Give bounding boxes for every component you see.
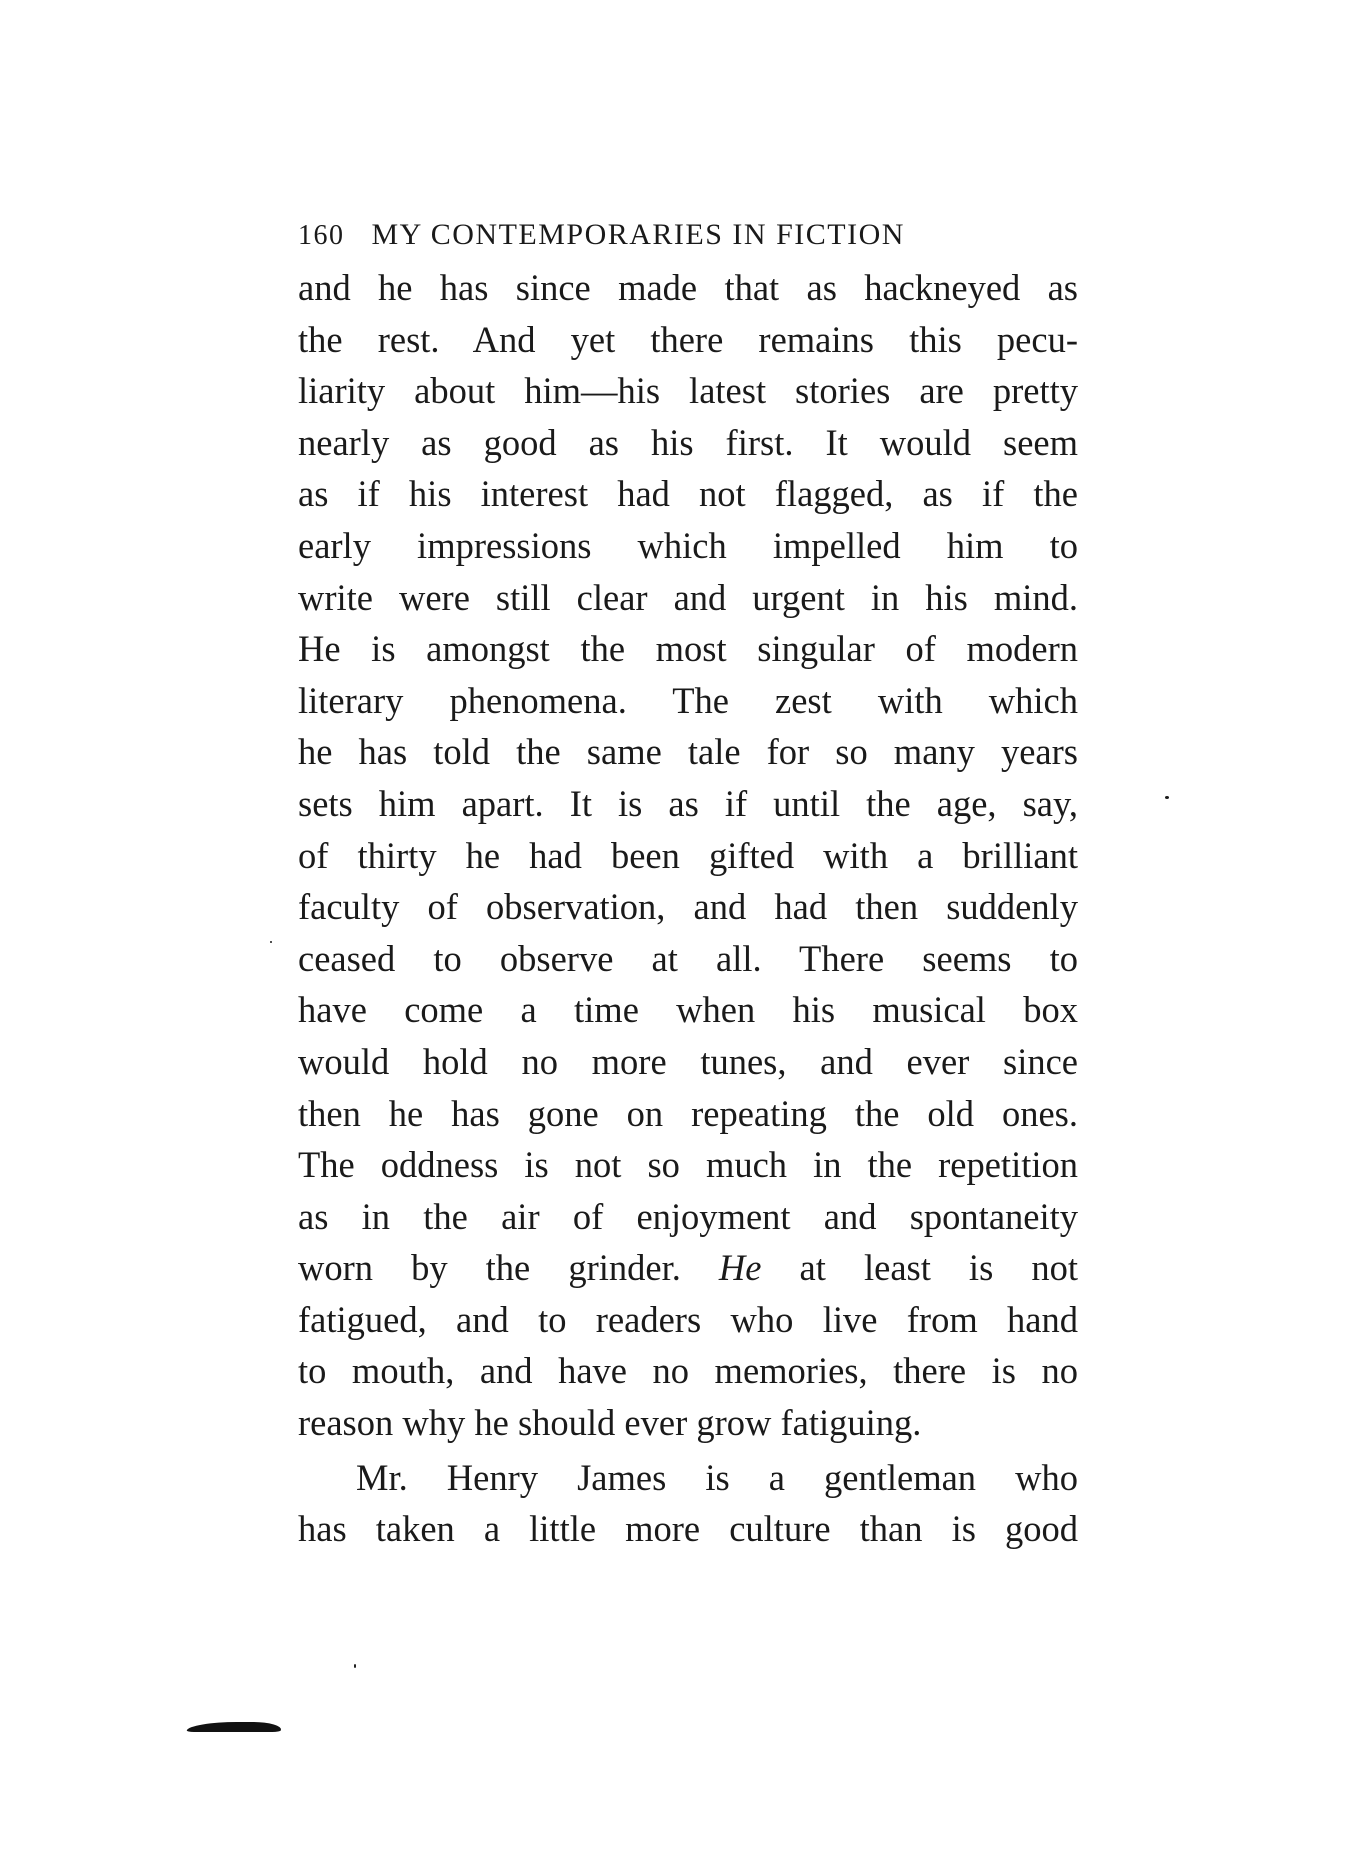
text-line: and he has since made that as hackneyed as	[298, 267, 1078, 308]
running-title: MY CONTEMPORARIES IN FICTION	[371, 218, 905, 251]
text-line: he has told the same tale for so many years	[298, 731, 1078, 773]
text-line: sets him apart. It is as if until the age, say,	[298, 782, 1078, 824]
text-line: to mouth, and have no memories, there is no	[298, 1350, 1078, 1392]
scan-speck	[1165, 796, 1169, 799]
text-line-with-italic	[298, 1242, 1078, 1294]
scan-speck	[270, 941, 272, 943]
text-line: would hold no more tunes, and ever since	[298, 1040, 1078, 1082]
text-line: nearly as good as his first. It would seem	[298, 421, 1078, 463]
text-line: the rest. And yet there remains this pecu-	[298, 318, 1078, 360]
italic-emphasis: He	[718, 1247, 762, 1289]
text-line: He is amongst the most singular of modern	[298, 628, 1078, 670]
page-number: 160	[298, 220, 345, 251]
text-line: early impressions which impelled him to	[298, 524, 1078, 566]
text-line: liarity about him—his latest stories are pretty	[298, 370, 1078, 412]
text-segment: worn by the grinder.	[298, 1247, 719, 1289]
text-line: have come a time when his musical box	[298, 989, 1078, 1031]
text-line: faculty of observation, and had then suddenly	[298, 886, 1078, 928]
scan-speck	[354, 1664, 356, 1668]
running-head	[298, 218, 1058, 266]
scan-smudge	[186, 1722, 284, 1732]
text-line: ceased to observe at all. There seems to	[298, 937, 1078, 979]
text-line: as if his interest had not flagged, as if the	[298, 473, 1078, 515]
body-text	[298, 262, 1078, 1555]
text-line: literary phenomena. The zest with which	[298, 679, 1078, 721]
text-line: fatigued, and to readers who live from hand	[298, 1298, 1078, 1340]
text-segment: at least is not	[761, 1247, 1078, 1289]
text-line: reason why he should ever grow fatiguing.	[298, 1402, 922, 1444]
text-line: of thirty he had been gifted with a brilliant	[298, 834, 1078, 876]
text-line: then he has gone on repeating the old ones.	[298, 1092, 1078, 1134]
text-line: Mr. Henry James is a gentleman who	[356, 1456, 1078, 1498]
text-line: has taken a little more culture than is good	[298, 1508, 1078, 1550]
text-line: The oddness is not so much in the repetition	[298, 1144, 1078, 1186]
text-line: as in the air of enjoyment and spontaneity	[298, 1195, 1078, 1237]
text-line: write were still clear and urgent in his mind.	[298, 576, 1078, 618]
